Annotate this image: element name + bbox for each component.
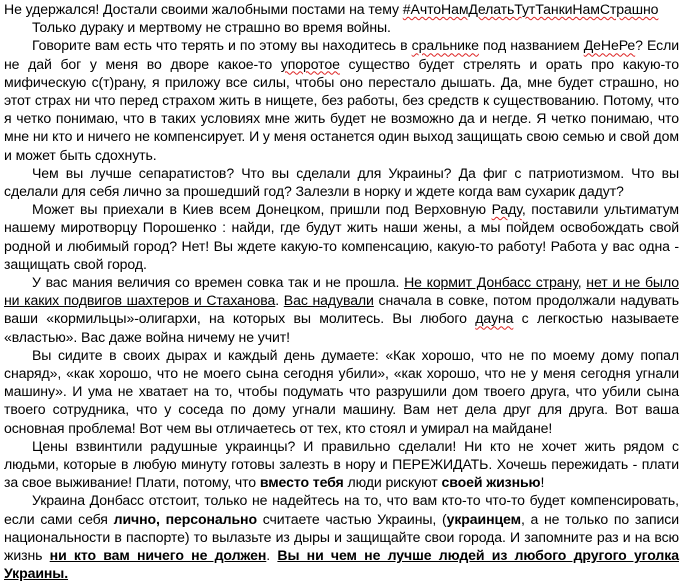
text-run: !	[540, 474, 545, 491]
text-run: Вы ни чем не лучше людей из любого другого уголка Украины.	[4, 547, 679, 582]
text-run: Чем вы лучше сепаратистов? Что вы сделали для Украины? Да фиг с патриотизмом. Что вы сделали для себя лично за прошедший год? Залезли в норку и ждете когда вам сухарик дадут?	[4, 164, 679, 200]
text-run: Вас надували	[283, 292, 374, 309]
text-run: Говорите вам есть что терять и по этому вы находитесь в	[32, 37, 412, 54]
text-run: существо будет стрелять и орать про какую-то мифическую с(т)рану, я приложу все силы, чтобы оно перестало дышать. Да, мне будет страшно, но этот страх ни что перед страхом жить в нищете, без работы, без средств к существованию. Потому, что я четко понимаю, что в таких условиях мне жить будет не возможно да и негде. Я четко понимаю, что мне ни кто и ничего не компенсирует. И у меня останется один выход защищать свою семью и свой дом и может быть сдохнуть.	[4, 55, 679, 163]
text-run: сральнике	[411, 37, 479, 54]
text-run: под названием	[478, 37, 584, 54]
text-run: лично, персонально	[113, 510, 257, 527]
paragraph	[4, 0, 679, 18]
text-run: .	[275, 292, 284, 309]
paragraph	[4, 18, 679, 36]
text-run: нет и не было ни каких подвигов шахтеров и Стаханова	[4, 274, 679, 309]
text-run: , а не только по записи национальности в паспорте) то вылазьте из дыры и защищайте свои города. И запомните раз и на всю жизнь	[4, 510, 679, 564]
text-run: Не удержался! Достали своими жалобными постами на тему	[4, 1, 403, 17]
text-run: украинцем	[446, 510, 521, 527]
text-run: Раду	[491, 201, 522, 218]
text-run: ни кто вам ничего не должен	[49, 547, 267, 564]
paragraph	[4, 437, 679, 492]
text-run: ,	[577, 274, 587, 291]
text-run: упоротое	[280, 55, 340, 72]
text-run: вместо тебя	[259, 474, 344, 491]
text-run: Может вы приехали в Киев всем Донецком, пришли под Верховную	[32, 201, 492, 218]
paragraph	[4, 273, 679, 346]
text-run: с легкостью называете «властью». Вас даже война ничему не учит!	[4, 310, 680, 345]
paragraph	[4, 200, 679, 273]
text-run: Цены взвинтили радушные украинцы? И правильно сделали! Ни кто не хочет жить рядом с людьми, которые в любую минуту готовы залезть в нору и ПЕРЕЖИДАТЬ. Хочешь пережидать - плати за свое выживание! Плати, потому, что	[4, 437, 679, 491]
text-run: сначала в совке, потом продолжали надувать ваши «кормильцы»-олигархи, на которых вы молитесь. Вы любого	[4, 292, 679, 327]
text-run: считаете частью Украины, (	[256, 510, 447, 527]
paragraph	[4, 491, 679, 582]
text-run: .	[266, 547, 278, 564]
paragraph	[4, 36, 679, 163]
text-run: У вас мания величия со времен совка так и не прошла.	[32, 274, 405, 291]
text-run: #АчтоНамДелатьТутТанкиНамСтрашно	[402, 1, 659, 17]
text-run: Не кормит Донбасс страну	[404, 274, 578, 291]
text-run: Украина Донбасс отстоит, только не надейтесь на то, что вам кто-то что-то будет компенсировать, если сами себя	[4, 492, 679, 527]
text-run: , поставили ультиматум нашему миротворцу Порошенко : найди, где будут жить наши жены, а мы пойдем освобождать свой родной и любимый город? Нет! Вы ждете какую-то компенсацию, какую-то работу! Работа у вас одна - защищать свой город.	[4, 201, 679, 272]
text-run: своей жизнью	[441, 474, 541, 491]
text-run: люди рискуют	[343, 474, 442, 491]
text-run: ДеНеРе	[583, 37, 636, 54]
paragraph	[4, 346, 679, 437]
text-run: ? Если не дай бог у меня во дворе какое-то	[4, 37, 679, 72]
text-run: Только дураку и мертвому не страшно во время войны.	[32, 19, 391, 36]
paragraph	[4, 164, 679, 200]
text-run: дауна	[475, 310, 514, 327]
text-run: Вы сидите в своих дырах и каждый день думаете: «Как хорошо, что не по моему дому попал снаряд», «как хорошо, что не моего сына сегодня убили», «как хорошо, что не у меня сегодня угнали машину». И ума не хватает на то, чтобы подумать что разрушили дом твоего друга, что убили сына твоего сотрудника, что у соседа по дому угнали машину. Вам нет дела друг для друга. Вот ваша основная проблема! Вот чем вы отличаетесь от тех, кто стоял и умирал на майдане!	[4, 346, 679, 436]
